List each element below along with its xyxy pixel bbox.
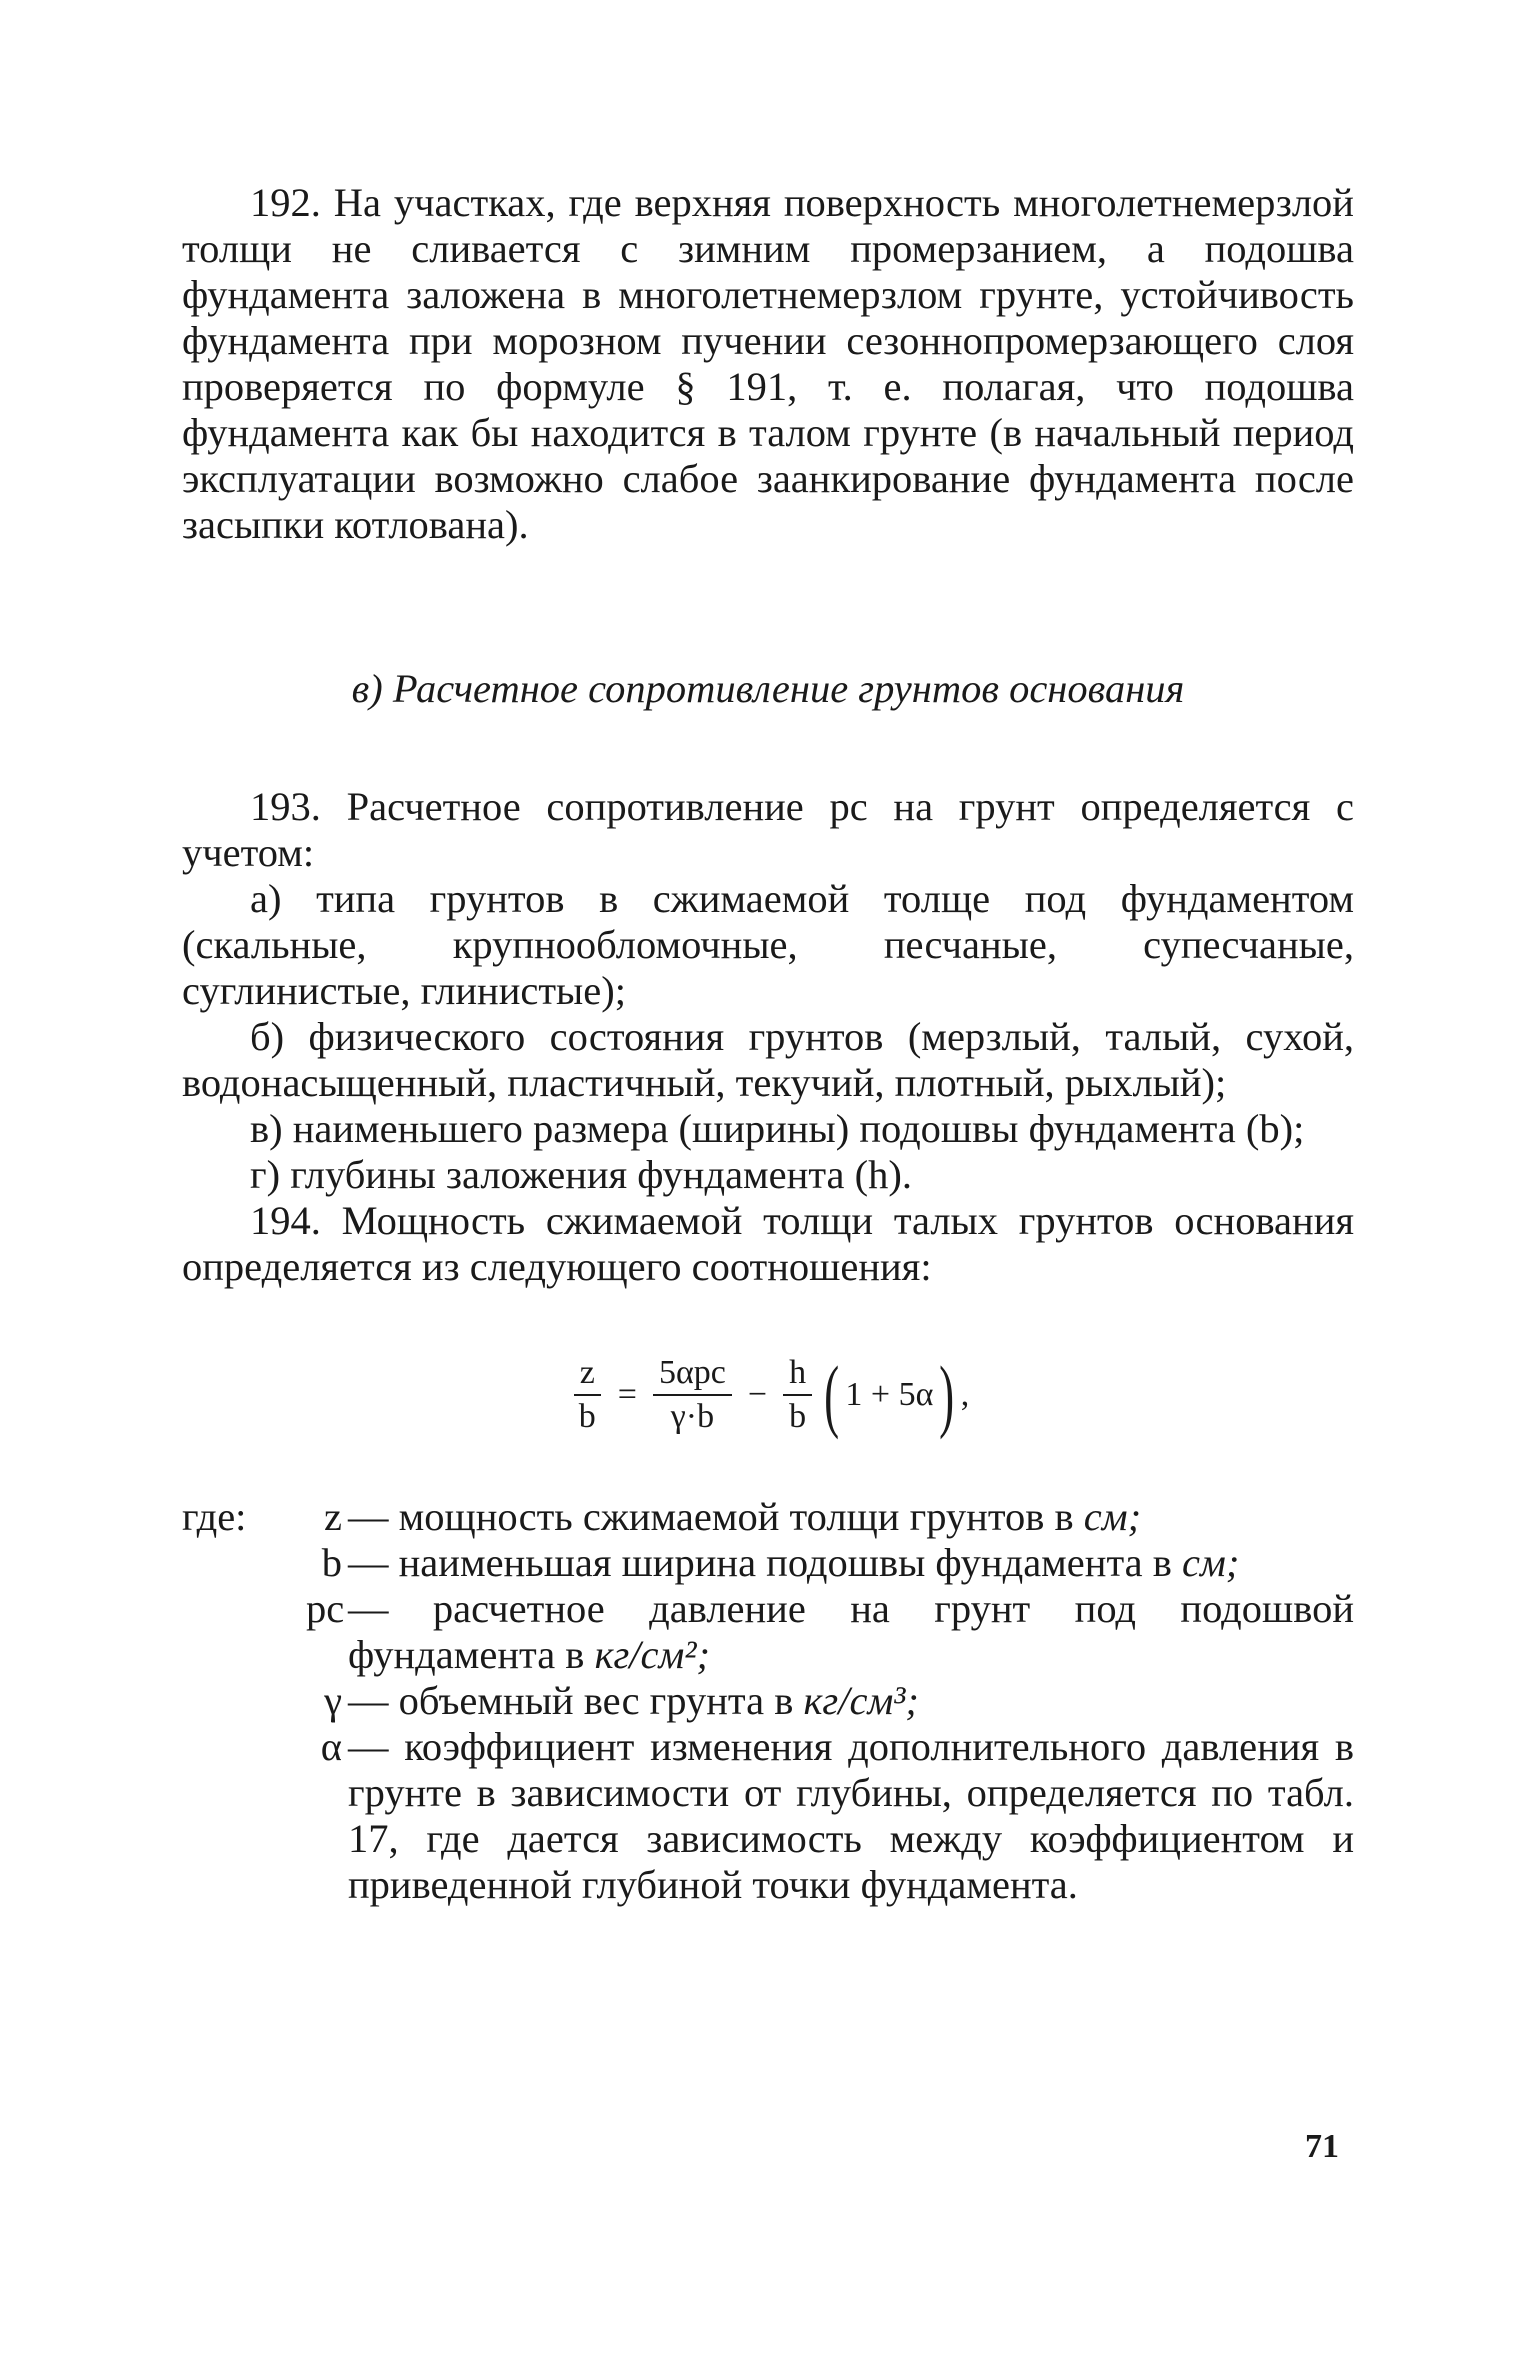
def-unit: кг/см²; — [594, 1632, 711, 1677]
page-number: 71 — [1305, 2128, 1339, 2165]
paragraph-193: 193. Расчетное сопротивление pс на грунт определяется с учетом: — [182, 784, 1354, 875]
paragraph-194: 194. Мощность сжимаемой толщи талых грунтов основания определяется из следующего соотношения: — [182, 1198, 1354, 1289]
fraction-term-2 — [783, 1352, 812, 1438]
paragraph-192: 192. На участках, где верхняя поверхность многолетнемерзлой толщи не сливается с зимним промерзанием, а подошва фундамента заложена в многолетнемерзлом грунте, устойчивость фундамента при морозном пучении сезоннопромерзающего слоя проверяется по формуле § 191, т. е. полагая, что подошва фундамента как бы находится в талом грунте (в начальный период эксплуатации возможно слабое заанкирование фундамента после засыпки котлована). — [182, 180, 1354, 547]
def-unit: кг/см³; — [803, 1678, 919, 1723]
list-item: в) наименьшего размера (ширины) подошвы фундамента (b); — [250, 1106, 1305, 1151]
fraction-lhs — [573, 1352, 602, 1438]
list-item: а) типа грунтов в сжимаемой толще под фундаментом (скальные, крупнообломочные, песчаные, супесчаные, суглинистые, глинистые); — [182, 876, 1354, 1013]
fraction-term-1 — [653, 1352, 732, 1438]
def-description — [348, 1586, 1354, 1678]
list-item: б) физического состояния грунтов (мерзлый, талый, сухой, водонасыщенный, пластичный, текучий, плотный, рыхлый); — [182, 1014, 1354, 1105]
def-unit: см; — [1182, 1540, 1240, 1585]
def-text: — коэффициент изменения дополнительного давления в грунте в зависимости от глубины, определяется по табл. 17, где дается зависимость между коэффициентом и приведенной глубиной точки фундамента. — [348, 1724, 1354, 1907]
page-content — [182, 180, 1354, 1908]
minus-sign: − — [747, 1376, 768, 1413]
def-text: — мощность сжимаемой толщи грунтов в — [348, 1494, 1084, 1539]
def-text: — наименьшая ширина подошвы фундамента в — [348, 1540, 1182, 1585]
def-unit: см; — [1083, 1494, 1142, 1539]
paren-content: 1 + 5α — [845, 1376, 934, 1413]
def-symbol: γ — [324, 1678, 342, 1723]
equals-sign: = — [617, 1376, 637, 1413]
def-symbol: z — [324, 1494, 342, 1539]
section-heading: в) Расчетное сопротивление грунтов основания — [351, 666, 1185, 711]
def-text: — расчетное давление на грунт под подошвой фундамента в — [348, 1586, 1354, 1677]
denominator: γ·b — [670, 1398, 715, 1435]
formula-comma: , — [960, 1376, 970, 1413]
numerator: z — [574, 1352, 601, 1396]
numerator: 5αpс — [653, 1352, 732, 1396]
def-description — [348, 1678, 1354, 1724]
numerator: h — [783, 1352, 812, 1396]
def-description — [348, 1724, 1354, 1908]
def-description — [348, 1540, 1354, 1586]
denominator: b — [789, 1398, 807, 1435]
formula — [182, 1340, 1354, 1450]
list-item: г) глубины заложения фундамента (h). — [250, 1152, 912, 1197]
denominator: b — [578, 1398, 596, 1435]
def-symbol: pс — [306, 1586, 345, 1631]
def-description — [348, 1494, 1354, 1540]
def-text: — объемный вес грунта в — [348, 1678, 804, 1723]
close-paren: ) — [939, 1349, 955, 1440]
open-paren: ( — [824, 1349, 840, 1440]
def-symbol: α — [320, 1724, 342, 1769]
def-symbol: b — [321, 1540, 342, 1585]
where-label: где: — [182, 1494, 247, 1539]
definitions-list — [182, 1494, 1354, 1908]
